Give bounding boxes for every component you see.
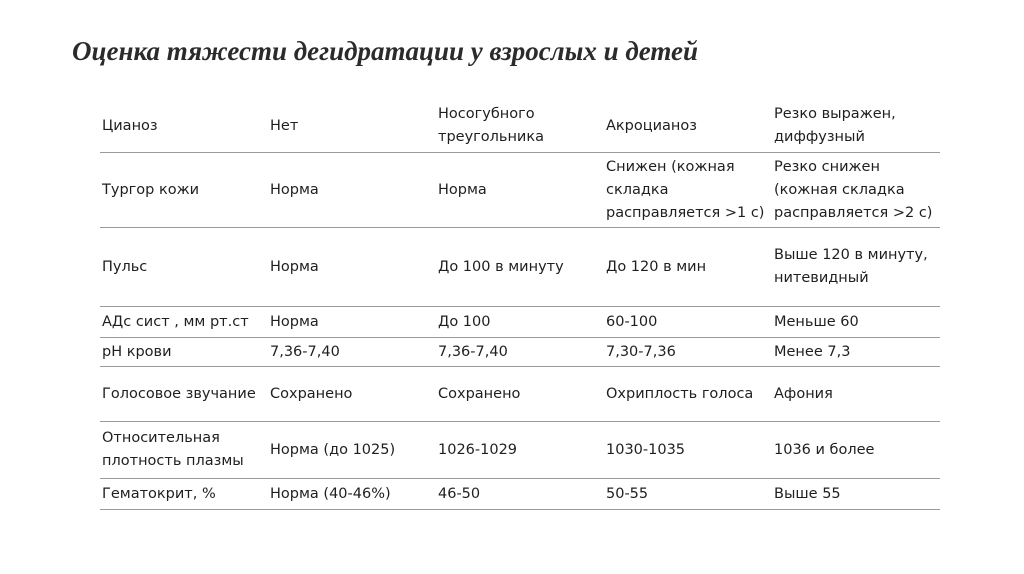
table-cell: 1036 и более xyxy=(772,422,940,479)
table-row xyxy=(100,307,940,338)
table-cell: Сохранено xyxy=(436,367,604,422)
table-cell: До 120 в мин xyxy=(604,228,772,307)
table-cell: 7,30-7,36 xyxy=(604,338,772,367)
table-row xyxy=(100,228,940,307)
table-cell: Норма xyxy=(268,153,436,228)
table-row xyxy=(100,367,940,422)
table-cell: Норма (40-46%) xyxy=(268,479,436,510)
table-cell: До 100 xyxy=(436,307,604,338)
row-label: Пульс xyxy=(100,228,268,307)
row-label: Голосовое звучание xyxy=(100,367,268,422)
table-cell: Меньше 60 xyxy=(772,307,940,338)
table-cell: Охриплость голоса xyxy=(604,367,772,422)
table-cell: Резко выражен, диффузный xyxy=(772,100,940,153)
table-cell: 7,36-7,40 xyxy=(268,338,436,367)
row-label: Тургор кожи xyxy=(100,153,268,228)
table-cell: Сохранено xyxy=(268,367,436,422)
table-row xyxy=(100,479,940,510)
dehydration-table xyxy=(100,100,940,510)
table-cell: Акроцианоз xyxy=(604,100,772,153)
table-cell: Носогубного треугольника xyxy=(436,100,604,153)
row-label: Цианоз xyxy=(100,100,268,153)
table-cell: До 100 в минуту xyxy=(436,228,604,307)
table-cell: 60-100 xyxy=(604,307,772,338)
row-label: Гематокрит, % xyxy=(100,479,268,510)
table-row xyxy=(100,153,940,228)
table-cell: Норма xyxy=(268,228,436,307)
table-cell: Выше 120 в минуту, нитевидный xyxy=(772,228,940,307)
table-cell: 50-55 xyxy=(604,479,772,510)
table-cell: Нет xyxy=(268,100,436,153)
table-row xyxy=(100,338,940,367)
table-cell: Резко снижен (кожная складка расправляется >2 с) xyxy=(772,153,940,228)
slide-title: Оценка тяжести дегидратации у взрослых и детей xyxy=(72,36,699,66)
table-cell: Афония xyxy=(772,367,940,422)
row-label: АДс сист , мм рт.ст xyxy=(100,307,268,338)
table-cell: 1026-1029 xyxy=(436,422,604,479)
table-cell: Норма xyxy=(436,153,604,228)
table-cell: Выше 55 xyxy=(772,479,940,510)
table-cell: Норма xyxy=(268,307,436,338)
table-cell: 7,36-7,40 xyxy=(436,338,604,367)
table-cell: 1030-1035 xyxy=(604,422,772,479)
table-cell: 46-50 xyxy=(436,479,604,510)
table-row xyxy=(100,422,940,479)
row-label: Относительная плотность плазмы xyxy=(100,422,268,479)
table-cell: Менее 7,3 xyxy=(772,338,940,367)
row-label: рН крови xyxy=(100,338,268,367)
table-cell: Норма (до 1025) xyxy=(268,422,436,479)
table-cell: Снижен (кожная складка расправляется >1 с) xyxy=(604,153,772,228)
table-row xyxy=(100,100,940,153)
